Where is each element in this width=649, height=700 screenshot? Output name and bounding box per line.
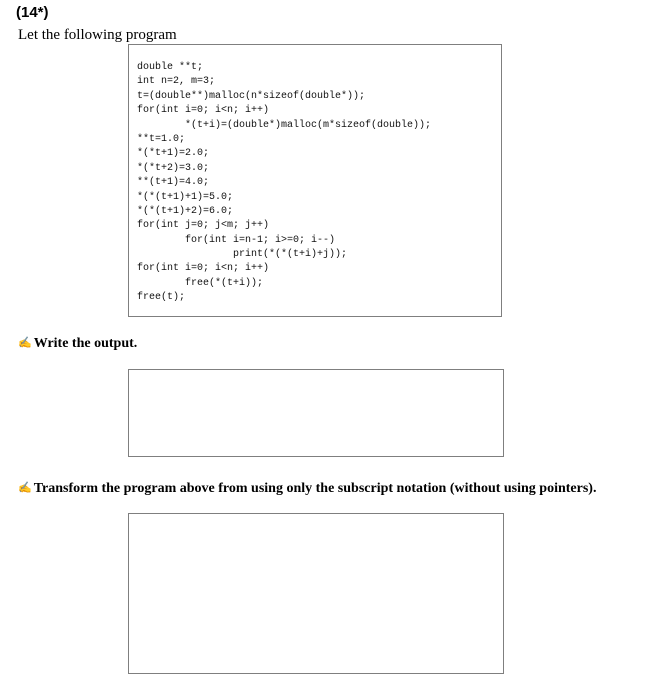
code-line: double **t; <box>137 62 204 73</box>
code-line: for(int i=n-1; i>=0; i--) <box>137 234 336 246</box>
code-line: for(int i=0; i<n; i++) <box>137 105 270 117</box>
writing-hand-icon: ✍ <box>18 482 32 494</box>
code-line: for(int j=0; j<m; j++) <box>137 220 270 232</box>
code-line: for(int i=0; i<n; i++) <box>137 263 270 275</box>
question-intro: Let the following program <box>18 27 177 43</box>
task-transform-program <box>18 481 596 497</box>
code-line: *(*(t+1)+1)=5.0; <box>137 191 234 203</box>
code-line: *(t+i)=(double*)malloc(m*sizeof(double)); <box>137 119 432 131</box>
code-line: free(t); <box>137 292 186 304</box>
writing-hand-icon: ✍ <box>18 337 32 349</box>
code-line: *(*t+2)=3.0; <box>137 162 210 174</box>
code-line: *(*t+1)=2.0; <box>137 148 210 160</box>
task-text: Write the output. <box>33 336 138 351</box>
code-line: t=(double**)malloc(n*sizeof(double*)); <box>137 90 366 102</box>
transform-answer-box[interactable] <box>128 513 504 674</box>
question-number: (14*) <box>16 4 49 21</box>
code-line: **t=1.0; <box>137 133 186 145</box>
code-line: **(t+1)=4.0; <box>137 177 210 189</box>
code-line: int n=2, m=3; <box>137 76 216 88</box>
task-write-output <box>18 336 137 352</box>
task-text: Transform the program above from using only the subscript notation (without using pointers). <box>33 481 597 496</box>
code-line: print(*(*(t+i)+j)); <box>137 249 348 261</box>
output-answer-box[interactable] <box>128 369 504 457</box>
code-block <box>128 44 502 317</box>
code-line: free(*(t+i)); <box>137 277 264 289</box>
code-line: *(*(t+1)+2)=6.0; <box>137 205 234 217</box>
